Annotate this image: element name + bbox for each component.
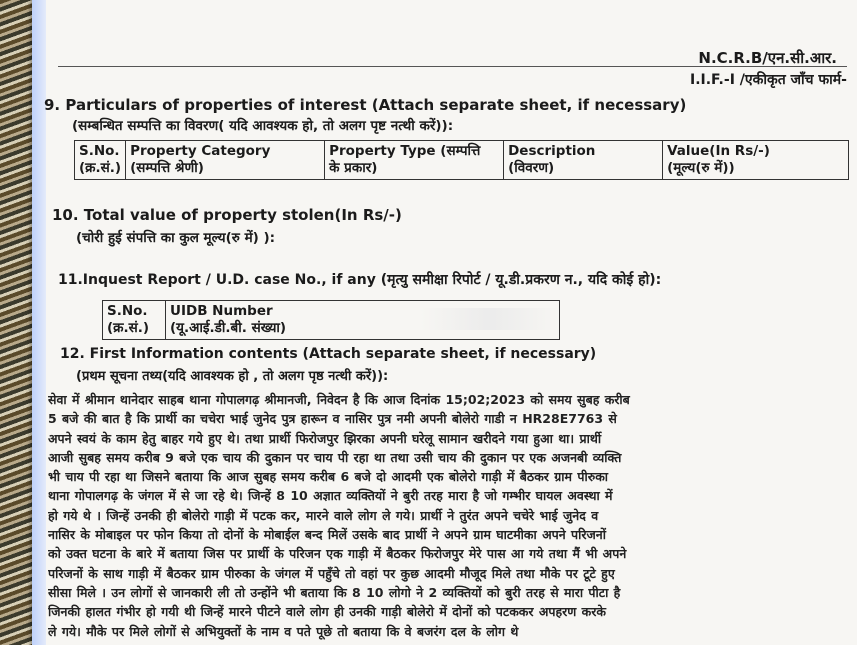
section-9-subtitle: (सम्बन्धित सम्पत्ति का विवरण( यदि आवश्यक हो, तो अलग पृष्ट नत्थी करें)): — [72, 118, 454, 134]
section-10-subtitle: (चोरी हुई संपत्ति का कुल मूल्य(रु में) ): — [76, 230, 276, 246]
fir-line: 5 बजे की बात है कि प्रार्थी का चचेरा भाई जुनेद पुत्र हारून व नासिर पुत्र नमी अपनी बोलेरो गाडी न HR28E7763 से — [48, 411, 617, 427]
col-uidb-number: UIDB Number (यू.आई.डी.बी. संख्या) — [166, 301, 560, 340]
fir-line: परिजनों के साथ गाड़ी में बैठकर ग्राम पीरुका के जंगल में पहुँचे तो वहां पर कुछ आदमी मौजूद मिले तथा मौके पर टूटे हुए — [48, 565, 615, 581]
col-value: Value(In Rs/-) (मूल्य(रु में)) — [663, 141, 849, 180]
col-sno: S.No. (क्र.सं.) — [75, 141, 126, 180]
fir-line: जिनकी हालत गंभीर हो गयी थी जिन्हें मारने पीटने वाले लोग ही उनकी गाड़ी बोलेरो में दोनों को पटककर अपहरण करके — [48, 604, 606, 620]
section-10-title: 10. Total value of property stolen(In Rs/-) — [52, 206, 402, 224]
form-header-ncrb: N.C.R.B/एन.सी.आर. — [698, 49, 837, 67]
fir-line: भी चाय पी रहा था जिसने बताया कि आज सुबह समय करीब 6 बजे दो आदमी एक बोलेरो गाड़ी में बैठकर ग्राम पीरुका — [48, 469, 609, 485]
section-11-title: 11.Inquest Report / U.D. case No., if any (मृत्यु समीक्षा रिपोर्ट / यू.डी.प्रकरण न., यदि कोई हो): — [58, 272, 662, 288]
fir-line: थाना गोपालगढ़ के जंगल में से जा रहे थे। जिन्हें 8 10 अज्ञात व्यक्तियों ने बुरी तरह मारा है जो गम्भीर घायल अवस्था में — [48, 488, 613, 504]
properties-table-header — [75, 141, 849, 180]
form-header-iif: I.I.F.-I /एकीकृत जाँच फार्म- — [690, 72, 847, 88]
fir-line: आजी सुबह समय करीब 9 बजे एक चाय की दुकान पर चाय पी रहा था तथा उसी चाय की दुकान पर एक अजनबी व्यक्ति — [48, 449, 622, 465]
section-12-title: 12. First Information contents (Attach separate sheet, if necessary) — [60, 346, 597, 362]
redacted-area — [420, 308, 560, 330]
col-property-category: Property Category (सम्पत्ति श्रेणी) — [126, 141, 325, 180]
fir-line: नासिर के मोबाइल पर फोन किया तो दोनों के मोबाईल बन्द मिलें उसके बाद प्रार्थी ने अपने ग्राम घाटमीका अपने परिजनों — [48, 527, 606, 543]
fir-contents-paragraph — [48, 390, 788, 641]
fir-line: सेवा में श्रीमान थानेदार साहब थाना गोपालगढ़ श्रीमानजी, निवेदन है कि आज दिनांक 15;02;2023 को समय सुबह करीब — [48, 392, 630, 407]
section-9-title: 9. Particulars of properties of interest (Attach separate sheet, if necessary) — [44, 96, 687, 114]
fir-line: अपने स्वयं के काम हेतु बाहर गये हुए थे। तथा प्रार्थी फिरोजपुर झिरका अपनी घरेलू सामान खरीदने गया हुआ था। प्रार्थी — [48, 430, 602, 446]
col-property-type: Property Type (सम्पत्ति के प्रकार) — [325, 141, 504, 180]
col-sno: S.No. (क्र.सं.) — [103, 301, 166, 340]
properties-table — [74, 140, 849, 180]
fir-line: हो गये थे । जिन्हें उनकी ही बोलेरो गाड़ी में पटक कर, मारने वाले लोग ले गये। प्रार्थी ने तुरंत अपने चचेरे भाई जुनेद व — [48, 507, 599, 523]
col-description: Description (विवरण) — [504, 141, 663, 180]
section-12-subtitle: (प्रथम सूचना तथ्य(यदि आवश्यक हो , तो अलग पृष्ठ नत्थी करें)): — [76, 369, 389, 384]
fir-line: को उक्त घटना के बारे में बताया जिस पर प्रार्थी के परिजन एक गाड़ी में बैठकर फिरोजपुर मेरे पास आ गये तथा मैं भी अपने — [48, 546, 627, 562]
header-rule — [58, 66, 847, 67]
fir-line: ले गये। मौके पर मिले लोगों से अभियुक्तों के नाम व पते पूछे तो बताया कि वे बजरंग दल के लोग थे — [48, 623, 519, 639]
fir-line: सीसा मिले । उन लोगों से जानकारी ली तो उन्होंने भी बताया कि 8 10 लोगो ने 2 व्यक्तियों को बुरी तरह से मारा पीटा है — [48, 584, 621, 600]
